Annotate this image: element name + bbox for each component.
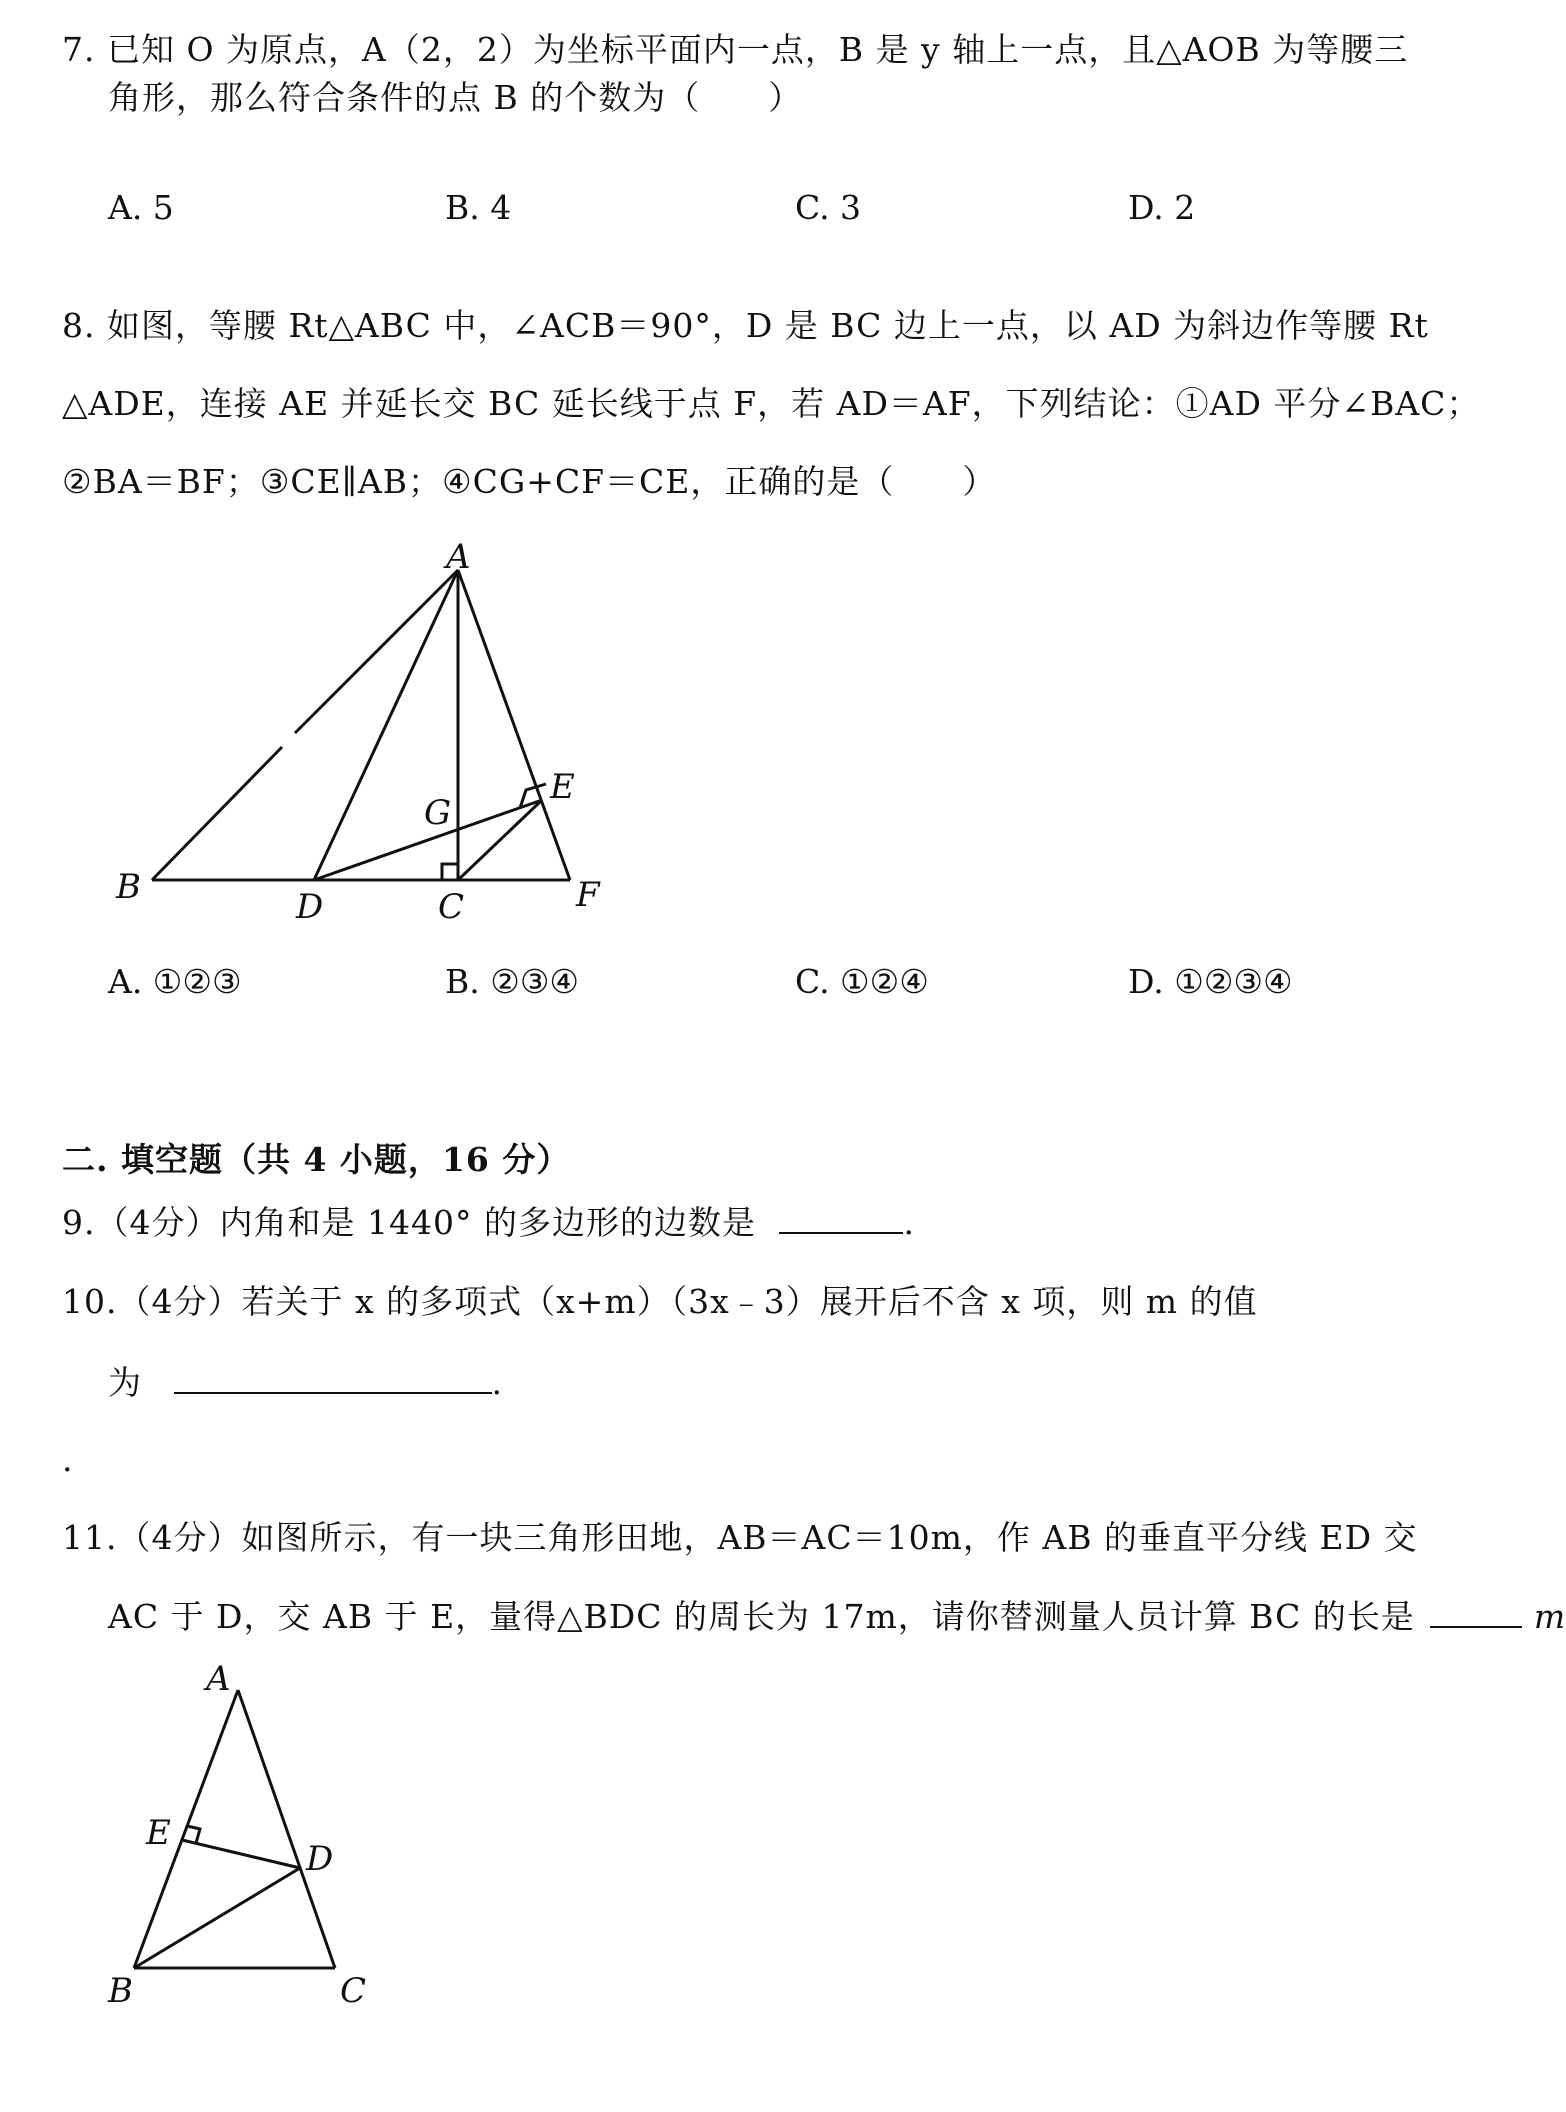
q8-line3: ②BA＝BF；③CE∥AB；④CG+CF＝CE，正确的是（ ） [62,462,997,501]
q8-line2: △ADE，连接 AE 并延长交 BC 延长线于点 F，若 AD＝AF，下列结论：①AD 平分∠BAC； [62,384,1481,423]
stray-mark: . [62,1440,74,1479]
q10-line1: 10.（4分）若关于 x 的多项式（x+m）（3x﹣3）展开后不含 x 项，则 m 的值 [62,1282,1258,1321]
q8-line1: 8. 如图，等腰 Rt△ABC 中，∠ACB＝90°，D 是 BC 边上一点，以 AD 为斜边作等腰 Rt [62,306,1429,345]
section-heading: 二. 填空题（共 4 小题，16 分） [62,1140,571,1179]
q7-line2: 角形，那么符合条件的点 B 的个数为（ ） [108,78,803,117]
q11-segment-ed [182,1840,300,1868]
q8-option-c: C. ①②④ [795,962,929,1001]
q8-option-b: B. ②③④ [445,962,579,1001]
q7-option-b: B. 4 [445,188,512,227]
q7-option-c: C. 3 [795,188,862,227]
q11-label-e: E [146,1813,171,1853]
q8-label-b: B [116,867,141,907]
q11-label-d: D [306,1839,334,1879]
q10-text: 为 [108,1363,142,1402]
q8-label-d: D [296,887,324,927]
q10-end: . [491,1363,503,1402]
q11-line1: 11.（4分）如图所示，有一块三角形田地，AB＝AC＝10m，作 AB 的垂直平分线 ED 交 [62,1518,1418,1557]
q8-label-e: E [550,767,575,807]
q11-label-c: C [340,1971,367,2011]
q8-label-f: F [576,875,600,915]
q11-label-a: A [206,1659,231,1699]
q8-label-c: C [438,887,465,927]
q8-label-a: A [446,537,471,577]
q7-option-a: A. 5 [108,188,174,227]
q8-option-d: D. ①②③④ [1128,962,1293,1001]
q11-text: AC 于 D，交 AB 于 E，量得△BDC 的周长为 17m，请你替测量人员计算 BC 的长是 [108,1597,1415,1636]
q7-line1: 7. 已知 O 为原点，A（2，2）为坐标平面内一点，B 是 y 轴上一点，且△AOB 为等腰三 [62,30,1409,69]
q8-label-g: G [424,793,452,833]
q7-option-d: D. 2 [1128,188,1196,227]
q9-end: . [903,1203,915,1242]
q9-text: 9.（4分）内角和是 1440° 的多边形的边数是 [62,1203,756,1242]
q11-unit: m [1533,1597,1566,1636]
q11-label-b: B [108,1971,133,2011]
q11-segment-bd [134,1868,300,1968]
q8-option-a: A. ①②③ [108,962,242,1001]
q11-segment-ac [238,1690,335,1968]
